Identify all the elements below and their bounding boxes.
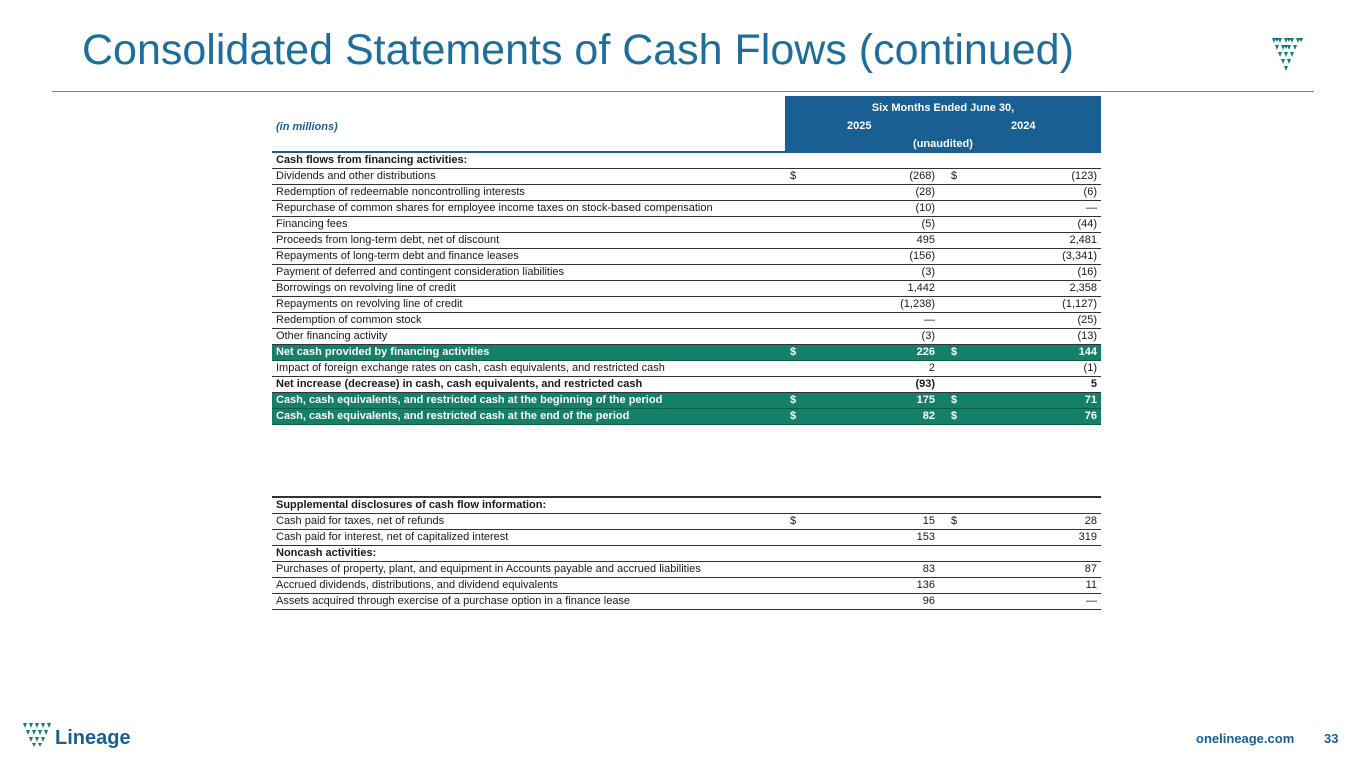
value-2024: (13) xyxy=(1077,330,1097,342)
financing-row xyxy=(272,393,1101,409)
row-label: Borrowings on revolving line of credit xyxy=(276,282,456,294)
value-2025: 83 xyxy=(922,563,935,575)
value-2025: 1,442 xyxy=(907,282,935,294)
value-2024: (123) xyxy=(1071,170,1097,182)
value-2025: (93) xyxy=(915,378,935,390)
value-2025: (268) xyxy=(909,170,935,182)
col-2025-header: 2025 xyxy=(847,120,872,132)
value-2024: — xyxy=(1086,202,1097,214)
value-2024: 144 xyxy=(1078,346,1097,358)
financing-row xyxy=(272,217,1101,233)
lineage-logo-icon xyxy=(1270,36,1304,72)
value-2025: 136 xyxy=(916,579,935,591)
row-label: Assets acquired through exercise of a purchase option in a finance lease xyxy=(276,595,631,607)
supplemental-row xyxy=(272,498,1101,514)
row-label: Purchases of property, plant, and equipment in Accounts payable and accrued liabilities xyxy=(276,563,701,575)
financing-row xyxy=(272,345,1101,361)
value-2024: 71 xyxy=(1084,394,1097,406)
value-2024: 319 xyxy=(1078,531,1097,543)
value-2024: (3,341) xyxy=(1062,250,1097,262)
value-2025: 82 xyxy=(922,410,935,422)
units-label: (in millions) xyxy=(276,121,338,133)
value-2025: (3) xyxy=(921,330,935,342)
dollar-2025: $ xyxy=(790,346,797,358)
column-gap xyxy=(933,546,945,561)
financing-row xyxy=(272,361,1101,377)
dollar-2024: $ xyxy=(951,170,958,182)
page-title: Consolidated Statements of Cash Flows (continued) xyxy=(82,26,1074,74)
dollar-2025: $ xyxy=(790,394,797,406)
value-2025: (5) xyxy=(921,218,935,230)
value-2025: 96 xyxy=(922,595,935,607)
value-2025: (10) xyxy=(915,202,935,214)
value-2025: 226 xyxy=(916,346,935,358)
row-label: Cash, cash equivalents, and restricted cash at the end of the period xyxy=(276,410,630,422)
footer-brand xyxy=(22,722,142,755)
financing-row xyxy=(272,281,1101,297)
row-label: Cash paid for taxes, net of refunds xyxy=(276,515,445,527)
value-2024: 28 xyxy=(1084,515,1097,527)
value-2024: (6) xyxy=(1083,186,1097,198)
value-2025: 2 xyxy=(928,362,935,374)
row-label: Net increase (decrease) in cash, cash equivalents, and restricted cash xyxy=(276,378,643,390)
dollar-2025: $ xyxy=(790,170,797,182)
title-divider xyxy=(52,91,1314,92)
value-2025: (3) xyxy=(921,266,935,278)
dollar-2024: $ xyxy=(951,346,958,358)
value-2024: — xyxy=(1086,595,1097,607)
row-label: Redemption of redeemable noncontrolling interests xyxy=(276,186,525,198)
financing-row xyxy=(272,377,1101,393)
supplemental-row xyxy=(272,578,1101,594)
row-label: Cash flows from financing activities: xyxy=(276,154,468,166)
row-label: Repurchase of common shares for employee income taxes on stock-based compensation xyxy=(276,202,713,214)
supplemental-row xyxy=(272,562,1101,578)
value-2024: 2,358 xyxy=(1069,282,1097,294)
value-2025: 15 xyxy=(922,515,935,527)
column-header xyxy=(785,96,1101,152)
row-label: Accrued dividends, distributions, and dividend equivalents xyxy=(276,579,558,591)
financing-row xyxy=(272,169,1101,185)
page-number: 33 xyxy=(1324,731,1339,746)
value-2025: 495 xyxy=(916,234,935,246)
dollar-2025: $ xyxy=(790,410,797,422)
row-label: Cash, cash equivalents, and restricted cash at the beginning of the period xyxy=(276,394,663,406)
footer-url[interactable]: onelineage.com xyxy=(1196,731,1295,746)
value-2024: 11 xyxy=(1085,579,1097,591)
financing-row xyxy=(272,249,1101,265)
row-label: Repayments on revolving line of credit xyxy=(276,298,463,310)
value-2024: 76 xyxy=(1084,410,1097,422)
value-2024: (1) xyxy=(1083,362,1097,374)
financing-row xyxy=(272,185,1101,201)
financing-row xyxy=(272,409,1101,425)
dollar-2024: $ xyxy=(951,394,958,406)
row-label: Payment of deferred and contingent consideration liabilities xyxy=(276,266,565,278)
financing-row xyxy=(272,153,1101,169)
dollar-2025: $ xyxy=(790,515,797,527)
unaudited-label: (unaudited) xyxy=(913,138,973,150)
row-label: Financing fees xyxy=(276,218,348,230)
value-2024: 2,481 xyxy=(1069,234,1097,246)
column-gap xyxy=(933,153,945,168)
row-label: Proceeds from long-term debt, net of discount xyxy=(276,234,500,246)
lineage-wordmark-icon xyxy=(22,722,142,750)
value-2025: (1,238) xyxy=(900,298,935,310)
supplemental-table xyxy=(272,498,1101,610)
value-2024: 87 xyxy=(1084,563,1097,575)
row-label: Repayments of long-term debt and finance leases xyxy=(276,250,519,262)
value-2024: (1,127) xyxy=(1062,298,1097,310)
value-2024: (16) xyxy=(1077,266,1097,278)
value-2025: — xyxy=(924,314,935,326)
supplemental-row xyxy=(272,546,1101,562)
supplemental-row xyxy=(272,594,1101,610)
financing-row xyxy=(272,201,1101,217)
row-label: Impact of foreign exchange rates on cash, cash equivalents, and restricted cash xyxy=(276,362,665,374)
value-2025: (156) xyxy=(909,250,935,262)
value-2025: 153 xyxy=(916,531,935,543)
financing-table xyxy=(272,153,1101,425)
row-label: Cash paid for interest, net of capitalized interest xyxy=(276,531,509,543)
value-2025: 175 xyxy=(916,394,935,406)
period-label: Six Months Ended June 30, xyxy=(871,102,1015,114)
value-2024: 5 xyxy=(1090,378,1097,390)
row-label: Supplemental disclosures of cash flow information: xyxy=(276,499,547,511)
supplemental-row xyxy=(272,530,1101,546)
row-label: Net cash provided by financing activities xyxy=(276,346,490,358)
row-label: Other financing activity xyxy=(276,330,388,342)
dollar-2024: $ xyxy=(951,515,958,527)
financing-row xyxy=(272,233,1101,249)
value-2024: (44) xyxy=(1077,218,1097,230)
row-label: Dividends and other distributions xyxy=(276,170,436,182)
financing-row xyxy=(272,297,1101,313)
column-gap xyxy=(933,498,945,513)
brand-name: Lineage xyxy=(55,727,131,749)
col-2024-header: 2024 xyxy=(1011,120,1036,132)
dollar-2024: $ xyxy=(951,410,958,422)
value-2025: (28) xyxy=(915,186,935,198)
financing-row xyxy=(272,313,1101,329)
row-label: Noncash activities: xyxy=(276,547,377,559)
financing-row xyxy=(272,329,1101,345)
supplemental-row xyxy=(272,514,1101,530)
value-2024: (25) xyxy=(1077,314,1097,326)
row-label: Redemption of common stock xyxy=(276,314,422,326)
financing-row xyxy=(272,265,1101,281)
